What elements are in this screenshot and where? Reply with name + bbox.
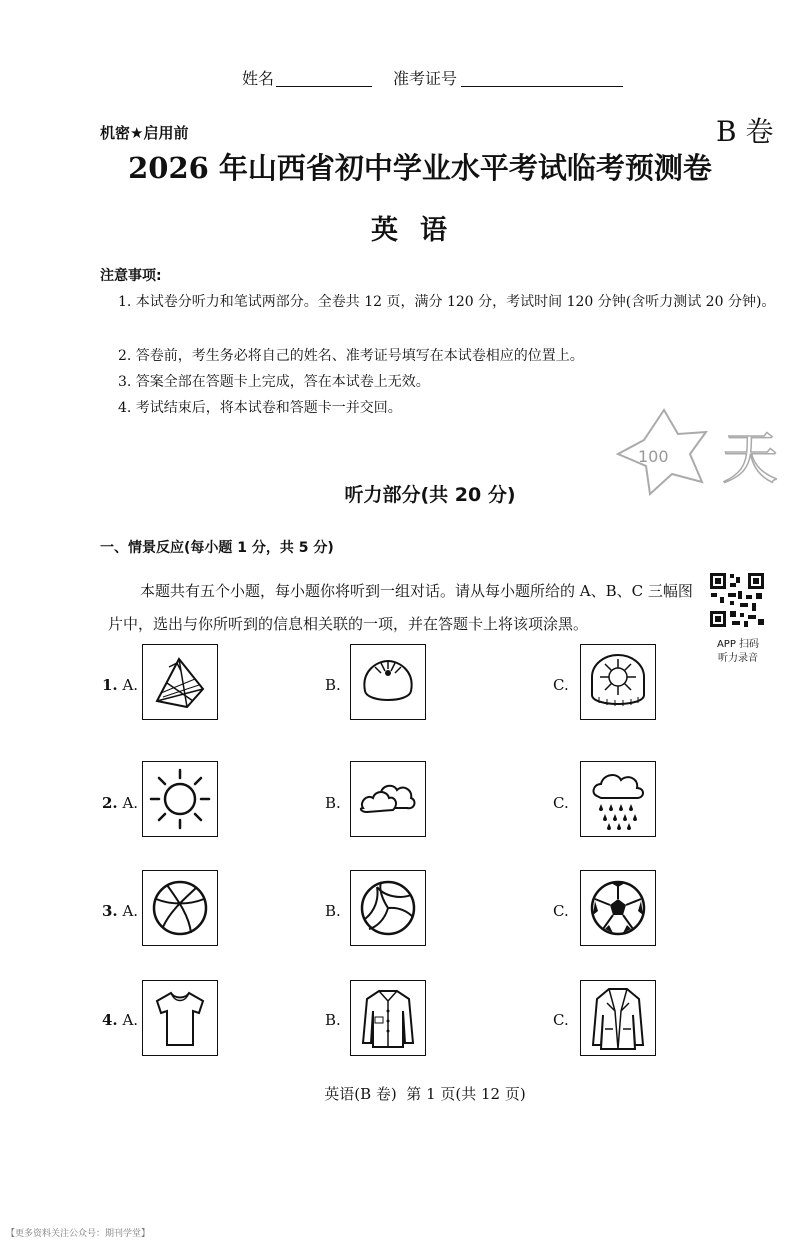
question-label — [102, 794, 138, 812]
name-label: 姓名 — [242, 69, 275, 88]
page-title: 2026 年山西省初中学业水平考试临考预测卷 — [128, 151, 712, 185]
cloudy-icon[interactable] — [350, 761, 426, 837]
notice-item: 4. 考试结束后，将本试卷和答题卡一并交回。 — [118, 400, 402, 416]
option-letter: C. — [553, 676, 569, 694]
question-number: 1. — [102, 676, 118, 694]
qr-caption — [700, 638, 776, 666]
svg-text:天: 天 — [722, 427, 778, 492]
mooncake-icon[interactable] — [580, 644, 656, 720]
question-label — [102, 902, 138, 920]
option-letter: A. — [122, 1011, 139, 1029]
question-label — [102, 1011, 138, 1029]
option-letter: C. — [553, 902, 569, 920]
option-letter: C. — [553, 794, 569, 812]
option-letter: A. — [122, 676, 139, 694]
notice-item: 3. 答案全部在答题卡上完成，答在本试卷上无效。 — [118, 374, 430, 390]
bun-icon[interactable] — [350, 644, 426, 720]
instructions: 本题共有五个小题，每小题你将听到一组对话。请从每小题所给的 A、B、C 三幅图片中，选出与你所听到的信息相关联的一项，并在答题卡上将该项涂黑。 — [108, 582, 693, 633]
coat-icon[interactable] — [580, 980, 656, 1056]
section-title: 一、情景反应(每小题 1 分，共 5 分) — [100, 540, 334, 556]
question-number: 3. — [102, 902, 118, 920]
qr-caption-line: 听力录音 — [718, 653, 758, 664]
option-letter: A. — [122, 902, 139, 920]
name-blank[interactable] — [276, 68, 372, 87]
exam-number-label: 准考证号 — [393, 69, 458, 88]
page-footer: 英语(B 卷) 第 1 页(共 12 页) — [324, 1085, 526, 1103]
option-letter: B. — [325, 676, 341, 694]
tshirt-icon[interactable] — [142, 980, 218, 1056]
notice-item: 1. 本试卷分听力和笔试两部分。全卷共 12 页，满分 120 分，考试时间 120 分钟(含听力测试 20 分钟)。 — [118, 294, 776, 310]
option-letter: A. — [122, 794, 139, 812]
soccer-ball-icon[interactable] — [580, 870, 656, 946]
option-letter: B. — [325, 1011, 341, 1029]
zongzi-icon[interactable] — [142, 644, 218, 720]
qr-caption-line: APP 扫码 — [716, 639, 760, 650]
basketball-icon[interactable] — [142, 870, 218, 946]
notice-item: 2. 答卷前，考生务必将自己的姓名、准考证号填写在本试卷相应的位置上。 — [118, 348, 584, 364]
rain-icon[interactable] — [580, 761, 656, 837]
shirt-icon[interactable] — [350, 980, 426, 1056]
bottom-note: 【更多资料关注公众号：期刊学堂】 — [6, 1229, 151, 1239]
question-label — [102, 676, 138, 694]
volleyball-icon[interactable] — [350, 870, 426, 946]
question-number: 4. — [102, 1011, 118, 1029]
option-letter: B. — [325, 794, 341, 812]
svg-text:100: 100 — [638, 447, 669, 466]
sun-icon[interactable] — [142, 761, 218, 837]
listening-heading: 听力部分(共 20 分) — [344, 484, 516, 506]
notice-heading: 注意事项: — [100, 268, 162, 284]
option-letter: C. — [553, 1011, 569, 1029]
confidential-label: 机密★启用前 — [100, 124, 189, 142]
exam-number-blank[interactable] — [461, 68, 623, 87]
option-letter: B. — [325, 902, 341, 920]
qr-code-icon[interactable] — [708, 571, 766, 629]
volume-label: B 卷 — [716, 115, 774, 148]
question-number: 2. — [102, 794, 118, 812]
subject-title: 英语 — [371, 215, 469, 246]
